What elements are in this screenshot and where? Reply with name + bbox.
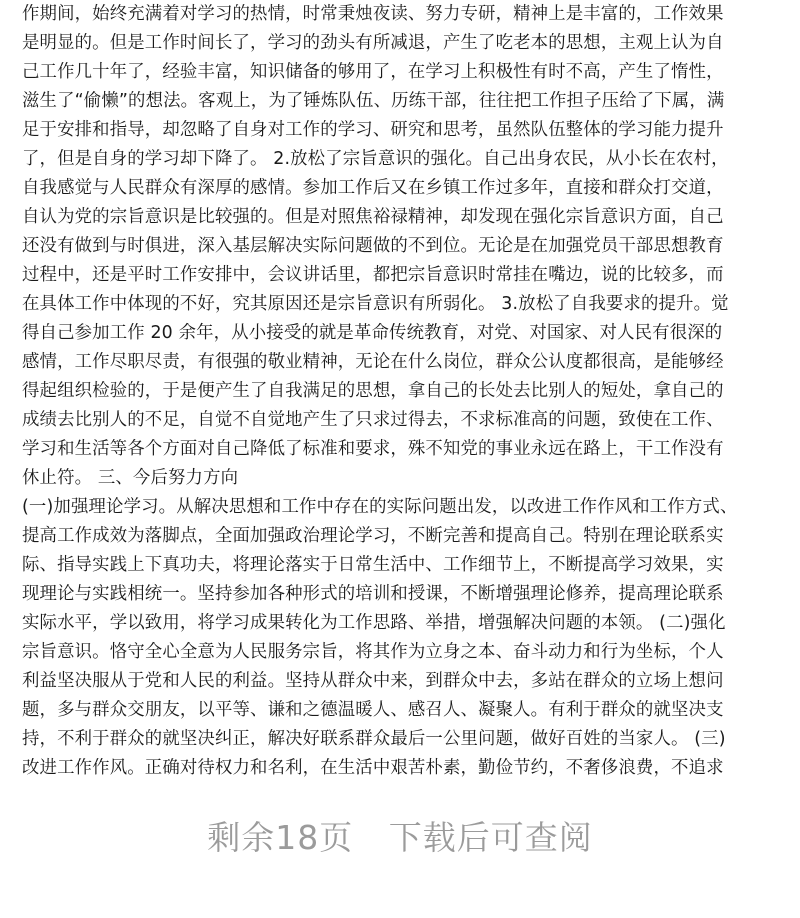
document-line: 足于安排和指导，却忽略了自身对工作的学习、研究和思考，虽然队伍整体的学习能力提升 bbox=[22, 120, 724, 140]
document-line: 成绩去比别人的不足，自觉不自觉地产生了只求过得去，不求标准高的问题，致使在工作、 bbox=[22, 410, 724, 430]
document-line: 滋生了“偷懒”的想法。客观上，为了锤炼队伍、历练干部，往往把工作担子压给了下属，满 bbox=[22, 91, 725, 111]
document-line: 还没有做到与时俱进，深入基层解决实际问题做的不到位。无论是在加强党员干部思想教育 bbox=[22, 236, 724, 256]
document-line: 过程中，还是平时工作安排中，会议讲话里，都把宗旨意识时常挂在嘴边，说的比较多，而 bbox=[22, 265, 724, 285]
document-body bbox=[22, 0, 782, 783]
document-line: 改进工作作风。正确对待权力和名利，在生活中艰苦朴素，勤俭节约，不奢侈浪费，不追求 bbox=[22, 758, 724, 778]
document-line: 作期间，始终充满着对学习的热情，时常秉烛夜读、努力专研，精神上是丰富的，工作效果 bbox=[22, 4, 724, 24]
document-line: 感情，工作尽职尽责，有很强的敬业精神，无论在什么岗位，群众公认度都很高，是能够经 bbox=[22, 352, 724, 372]
document-line: 在具体工作中体现的不好，究其原因还是宗旨意识有所弱化。 3.放松了自我要求的提升。觉 bbox=[22, 294, 729, 314]
document-line: 了，但是自身的学习却下降了。 2.放松了宗旨意识的强化。自己出身农民，从小长在农村， bbox=[22, 149, 729, 169]
document-line: 是明显的。但是工作时间长了，学习的劲头有所减退，产生了吃老本的思想，主观上认为自 bbox=[22, 33, 724, 53]
document-line: 持，不利于群众的就坚决纠正，解决好联系群众最后一公里问题，做好百姓的当家人。 (三) bbox=[22, 729, 726, 749]
document-line: 提高工作成效为落脚点，全面加强政治理论学习，不断完善和提高自己。特别在理论联系实 bbox=[22, 526, 724, 546]
document-line: 自我感觉与人民群众有深厚的感情。参加工作后又在乡镇工作过多年，直接和群众打交道， bbox=[22, 178, 724, 198]
document-line: 己工作几十年了，经验丰富，知识储备的够用了，在学习上积极性有时不高，产生了惰性， bbox=[22, 62, 724, 82]
remaining-pages-label[interactable]: 剩余18页 bbox=[207, 818, 354, 857]
document-line: 自认为党的宗旨意识是比较强的。但是对照焦裕禄精神，却发现在强化宗旨意识方面，自己 bbox=[22, 207, 724, 227]
document-line: 宗旨意识。恪守全心全意为人民服务宗旨，将其作为立身之本、奋斗动力和行为坐标，个人 bbox=[22, 642, 724, 662]
document-line: 得自己参加工作 20 余年，从小接受的就是革命传统教育，对党、对国家、对人民有很深的 bbox=[22, 323, 723, 343]
document-line: 题，多与群众交朋友，以平等、谦和之德温暖人、感召人、凝聚人。有利于群众的就坚决支 bbox=[22, 700, 724, 720]
document-line: 利益坚决服从于党和人民的利益。坚持从群众中来，到群众中去，多站在群众的立场上想问 bbox=[22, 671, 724, 691]
remaining-pages-prompt[interactable] bbox=[0, 812, 800, 859]
document-line: 得起组织检验的，于是便产生了自我满足的思想，拿自己的长处去比别人的短处，拿自己的 bbox=[22, 381, 724, 401]
document-line: 学习和生活等各个方面对自己降低了标准和要求，殊不知党的事业永远在路上，干工作没有 bbox=[22, 439, 724, 459]
document-line: 休止符。 三、今后努力方向 bbox=[22, 468, 239, 488]
download-hint-label[interactable]: 下载后可查阅 bbox=[388, 818, 593, 857]
document-line: (一)加强理论学习。从解决思想和工作中存在的实际问题出发，以改进工作作风和工作方式、 bbox=[22, 497, 738, 517]
document-line: 实际水平，学以致用，将学习成果转化为工作思路、举措，增强解决问题的本领。 (二)强化 bbox=[22, 613, 726, 633]
document-line: 现理论与实践相统一。坚持参加各种形式的培训和授课，不断增强理论修养，提高理论联系 bbox=[22, 584, 724, 604]
document-line: 际、指导实践上下真功夫，将理论落实于日常生活中、工作细节上，不断提高学习效果，实 bbox=[22, 555, 724, 575]
